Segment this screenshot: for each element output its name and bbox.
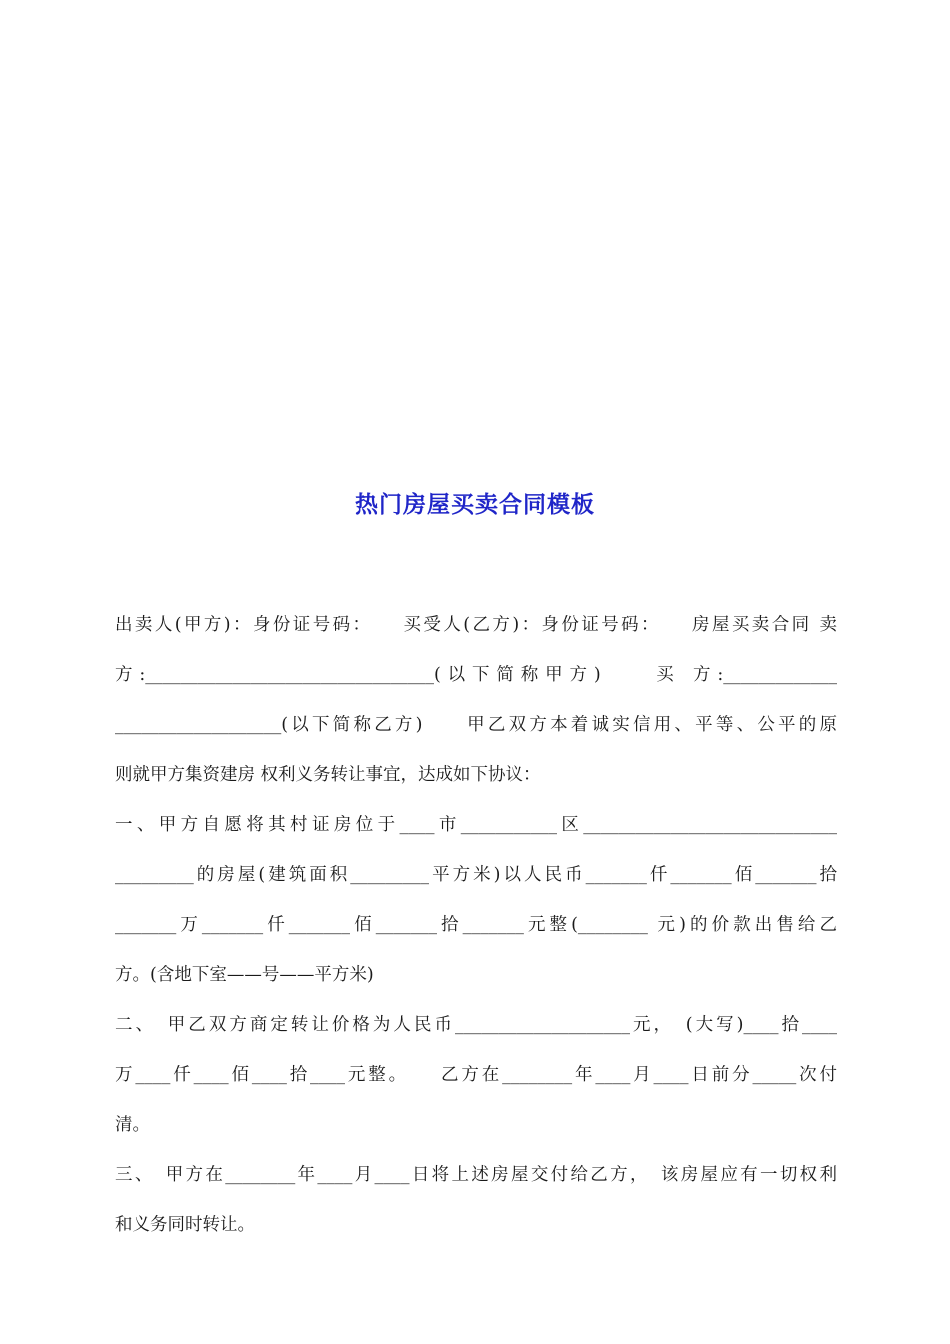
body-line: 则就甲方集资建房 权利义务转让事宜，达成如下协议：: [115, 765, 541, 785]
body-line: 三、 甲方在________年____月____日将上述房屋交付给乙方， 该房屋应有一切权利: [115, 1165, 837, 1185]
body-line: 万____仟____佰____拾____元整。 乙方在________年____月____日前分_____次付: [115, 1065, 837, 1085]
body-line: _______万_______仟_______佰_______拾_______元整(________ 元)的价款出售给乙: [115, 915, 837, 935]
body-line: 出卖人(甲方)：身份证号码： 买受人(乙方)：身份证号码： 房屋买卖合同 卖: [115, 615, 837, 635]
body-line: 二、 甲乙双方商定转让价格为人民币____________________元， (大写)____拾____: [115, 1015, 837, 1035]
body-line: 清。: [115, 1115, 150, 1135]
body-line: 一、甲方自愿将其村证房位于____市___________区_____________________________: [115, 815, 837, 835]
body-line: _________的房屋(建筑面积_________平方米)以人民币_______仟_______佰_______拾: [115, 865, 837, 885]
body-line: 方:_________________________________(以下简称甲方) 买 方:_____________: [115, 665, 837, 685]
body-line: ___________________(以下简称乙方) 甲乙双方本着诚实信用、平等、公平的原: [115, 715, 837, 735]
body-line: 和义务同时转让。: [115, 1215, 255, 1235]
body-line: 方。(含地下室——号——平方米): [115, 965, 374, 985]
document-title: 热门房屋买卖合同模板: [355, 492, 595, 518]
document-body: [115, 600, 837, 1250]
